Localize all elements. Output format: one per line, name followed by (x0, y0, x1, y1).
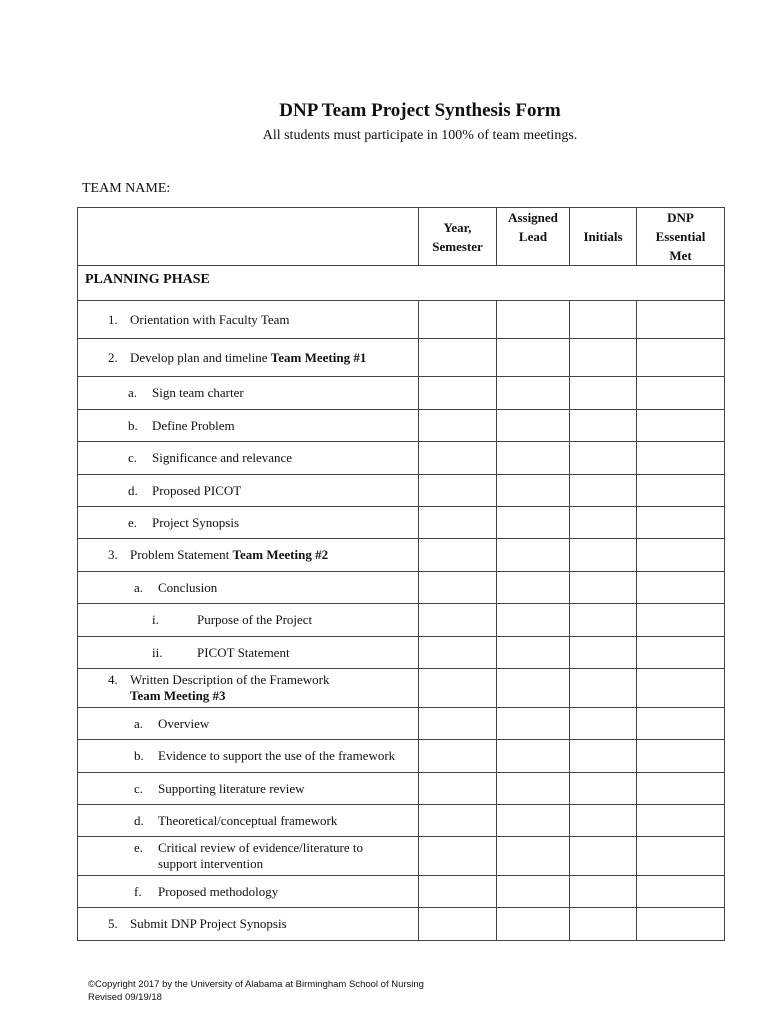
item-label-cell (78, 442, 419, 475)
table-row (78, 475, 725, 507)
assigned-lead-cell[interactable] (497, 442, 570, 475)
header-assigned-lead (497, 208, 570, 266)
item-label-cell (78, 708, 419, 740)
initials-cell[interactable] (570, 773, 637, 805)
year-semester-cell[interactable] (419, 604, 497, 637)
header-lead-text: Lead (518, 229, 548, 244)
header-initials: Initials (570, 208, 637, 266)
item-number: d. (128, 482, 138, 498)
initials-cell[interactable] (570, 908, 637, 941)
initials-cell[interactable] (570, 339, 637, 377)
year-semester-cell[interactable] (419, 708, 497, 740)
table-row (78, 805, 725, 837)
year-semester-cell[interactable] (419, 377, 497, 410)
item-label-cell (78, 572, 419, 604)
header-year-text: Year, (443, 219, 472, 235)
item-number: c. (128, 450, 138, 465)
initials-cell[interactable] (570, 669, 637, 708)
year-semester-cell[interactable] (419, 539, 497, 572)
assigned-lead-cell[interactable] (497, 377, 570, 410)
team-name-label: TEAM NAME: (82, 181, 171, 196)
year-semester-cell[interactable] (419, 669, 497, 708)
assigned-lead-cell[interactable] (497, 740, 570, 773)
item-label-cell (78, 876, 419, 908)
initials-cell[interactable] (570, 301, 637, 339)
item-text: Written Description of the Framework (130, 672, 330, 687)
item-text: Evidence to support the use of the framework (158, 748, 396, 763)
form-subtitle: All students must participate in 100% of team meetings. (262, 128, 578, 143)
assigned-lead-cell[interactable] (497, 301, 570, 339)
dnp-essential-cell[interactable] (637, 637, 725, 669)
initials-cell[interactable] (570, 572, 637, 604)
item-text: Theoretical/conceptual framework (158, 812, 338, 828)
table-row (78, 442, 725, 475)
header-dnp-text: DNP (667, 210, 694, 225)
assigned-lead-cell[interactable] (497, 475, 570, 507)
item-number: 3. (108, 547, 118, 562)
item-number: 4. (108, 672, 118, 687)
table-row (78, 539, 725, 572)
item-number: 2. (108, 349, 118, 365)
initials-cell[interactable] (570, 604, 637, 637)
assigned-lead-cell[interactable] (497, 669, 570, 708)
assigned-lead-cell[interactable] (497, 908, 570, 941)
initials-cell[interactable] (570, 637, 637, 669)
item-number: a. (134, 715, 144, 731)
item-text: Significance and relevance (152, 450, 293, 465)
table-row (78, 708, 725, 740)
year-semester-cell[interactable] (419, 442, 497, 475)
header-met-text: Met (669, 248, 692, 263)
dnp-essential-cell[interactable] (637, 604, 725, 637)
year-semester-cell[interactable] (419, 805, 497, 837)
year-semester-cell[interactable] (419, 475, 497, 507)
item-number: b. (134, 748, 144, 763)
table-row (78, 740, 725, 773)
dnp-essential-cell[interactable] (637, 377, 725, 410)
initials-cell[interactable] (570, 740, 637, 773)
initials-cell[interactable] (570, 805, 637, 837)
item-label-cell (78, 604, 419, 637)
dnp-essential-cell[interactable] (637, 442, 725, 475)
table-row (78, 410, 725, 442)
team-meeting-label: Team Meeting #2 (232, 547, 329, 562)
item-number: e. (134, 840, 144, 855)
item-text: Orientation with Faculty Team (130, 311, 290, 327)
table-row (78, 339, 725, 377)
dnp-essential-cell[interactable] (637, 301, 725, 339)
item-label-cell (78, 377, 419, 410)
assigned-lead-cell[interactable] (497, 507, 570, 539)
planning-phase-heading: PLANNING PHASE (78, 266, 725, 301)
dnp-essential-cell[interactable] (637, 669, 725, 708)
table-row (78, 773, 725, 805)
item-text: Define Problem (152, 417, 235, 433)
initials-cell[interactable] (570, 442, 637, 475)
year-semester-cell[interactable] (419, 507, 497, 539)
table-row (78, 572, 725, 604)
dnp-essential-cell[interactable] (637, 539, 725, 572)
year-semester-cell[interactable] (419, 773, 497, 805)
item-number: a. (134, 579, 144, 595)
phase-row (78, 266, 725, 301)
year-semester-cell[interactable] (419, 876, 497, 908)
item-text: Supporting literature review (158, 780, 305, 796)
table-row (78, 876, 725, 908)
item-text: Develop plan and timeline (130, 349, 271, 365)
synthesis-table (77, 207, 725, 941)
assigned-lead-cell[interactable] (497, 637, 570, 669)
dnp-essential-cell[interactable] (637, 876, 725, 908)
table-row (78, 377, 725, 410)
year-semester-cell[interactable] (419, 740, 497, 773)
item-number: e. (128, 514, 138, 530)
item-text: Purpose of the Project (197, 612, 313, 627)
initials-cell[interactable] (570, 876, 637, 908)
assigned-lead-cell[interactable] (497, 876, 570, 908)
item-label-cell (78, 740, 419, 773)
header-assigned-text: Assigned (508, 210, 558, 225)
table-row (78, 837, 725, 876)
dnp-essential-cell[interactable] (637, 475, 725, 507)
item-label-cell (78, 301, 419, 339)
item-number: i. (152, 612, 159, 627)
dnp-essential-cell[interactable] (637, 773, 725, 805)
copyright-footer (88, 978, 424, 1004)
item-number: b. (128, 417, 138, 433)
initials-cell[interactable] (570, 377, 637, 410)
item-number: f. (134, 883, 142, 899)
dnp-essential-cell[interactable] (637, 805, 725, 837)
assigned-lead-cell[interactable] (497, 837, 570, 876)
item-label-cell (78, 539, 419, 572)
assigned-lead-cell[interactable] (497, 572, 570, 604)
year-semester-cell[interactable] (419, 637, 497, 669)
header-blank-cell (78, 208, 419, 266)
initials-cell[interactable] (570, 708, 637, 740)
dnp-essential-cell[interactable] (637, 708, 725, 740)
item-number: a. (128, 385, 138, 400)
year-semester-cell[interactable] (419, 837, 497, 876)
header-year-semester (419, 208, 497, 266)
item-text: Overview (158, 715, 210, 731)
table-row (78, 604, 725, 637)
assigned-lead-cell[interactable] (497, 773, 570, 805)
assigned-lead-cell[interactable] (497, 805, 570, 837)
initials-cell[interactable] (570, 837, 637, 876)
item-label-cell (78, 475, 419, 507)
table-row (78, 507, 725, 539)
item-text: Sign team charter (152, 385, 244, 400)
item-number: 5. (108, 916, 118, 931)
year-semester-cell[interactable] (419, 908, 497, 941)
header-essential-text: Essential (655, 229, 706, 244)
item-number: c. (134, 780, 144, 796)
item-label-cell (78, 669, 419, 708)
item-text: Conclusion (158, 579, 218, 595)
dnp-essential-cell[interactable] (637, 908, 725, 941)
item-label-cell (78, 773, 419, 805)
dnp-essential-cell[interactable] (637, 339, 725, 377)
dnp-essential-cell[interactable] (637, 410, 725, 442)
initials-cell[interactable] (570, 507, 637, 539)
item-number: 1. (108, 311, 118, 327)
item-label-cell (78, 908, 419, 941)
dnp-essential-cell[interactable] (637, 740, 725, 773)
assigned-lead-cell[interactable] (497, 604, 570, 637)
team-meeting-label: Team Meeting #3 (130, 688, 226, 703)
header-dnp-essential (637, 208, 725, 266)
table-row (78, 908, 725, 941)
dnp-essential-cell[interactable] (637, 507, 725, 539)
table-row (78, 637, 725, 669)
item-text: Submit DNP Project Synopsis (130, 916, 287, 931)
item-text: Project Synopsis (152, 514, 240, 530)
year-semester-cell[interactable] (419, 339, 497, 377)
initials-cell[interactable] (570, 539, 637, 572)
copyright-line: ©Copyright 2017 by the University of Alabama at Birmingham School of Nursing (88, 979, 424, 990)
assigned-lead-cell[interactable] (497, 339, 570, 377)
item-label-cell (78, 339, 419, 377)
item-text: Proposed PICOT (152, 482, 242, 498)
item-text: PICOT Statement (197, 644, 290, 660)
assigned-lead-cell[interactable] (497, 708, 570, 740)
initials-cell[interactable] (570, 410, 637, 442)
team-meeting-label: Team Meeting #1 (270, 349, 367, 365)
header-row (78, 208, 725, 266)
year-semester-cell[interactable] (419, 572, 497, 604)
item-text-continued: support intervention (158, 856, 264, 871)
dnp-essential-cell[interactable] (637, 837, 725, 876)
revised-date-line: Revised 09/19/18 (88, 992, 162, 1003)
item-label-cell (78, 805, 419, 837)
item-text: Problem Statement (130, 547, 233, 562)
item-label-cell (78, 637, 419, 669)
item-number: d. (134, 812, 144, 828)
form-title: DNP Team Project Synthesis Form (279, 100, 561, 121)
year-semester-cell[interactable] (419, 301, 497, 339)
item-label-cell (78, 507, 419, 539)
dnp-essential-cell[interactable] (637, 572, 725, 604)
assigned-lead-cell[interactable] (497, 410, 570, 442)
assigned-lead-cell[interactable] (497, 539, 570, 572)
initials-cell[interactable] (570, 475, 637, 507)
item-label-cell (78, 837, 419, 876)
header-semester-text: Semester (432, 238, 483, 254)
year-semester-cell[interactable] (419, 410, 497, 442)
table-row (78, 301, 725, 339)
item-number: ii. (152, 644, 163, 660)
item-text: Proposed methodology (158, 883, 279, 899)
item-label-cell (78, 410, 419, 442)
item-text: Critical review of evidence/literature to (158, 840, 364, 855)
table-row (78, 669, 725, 708)
